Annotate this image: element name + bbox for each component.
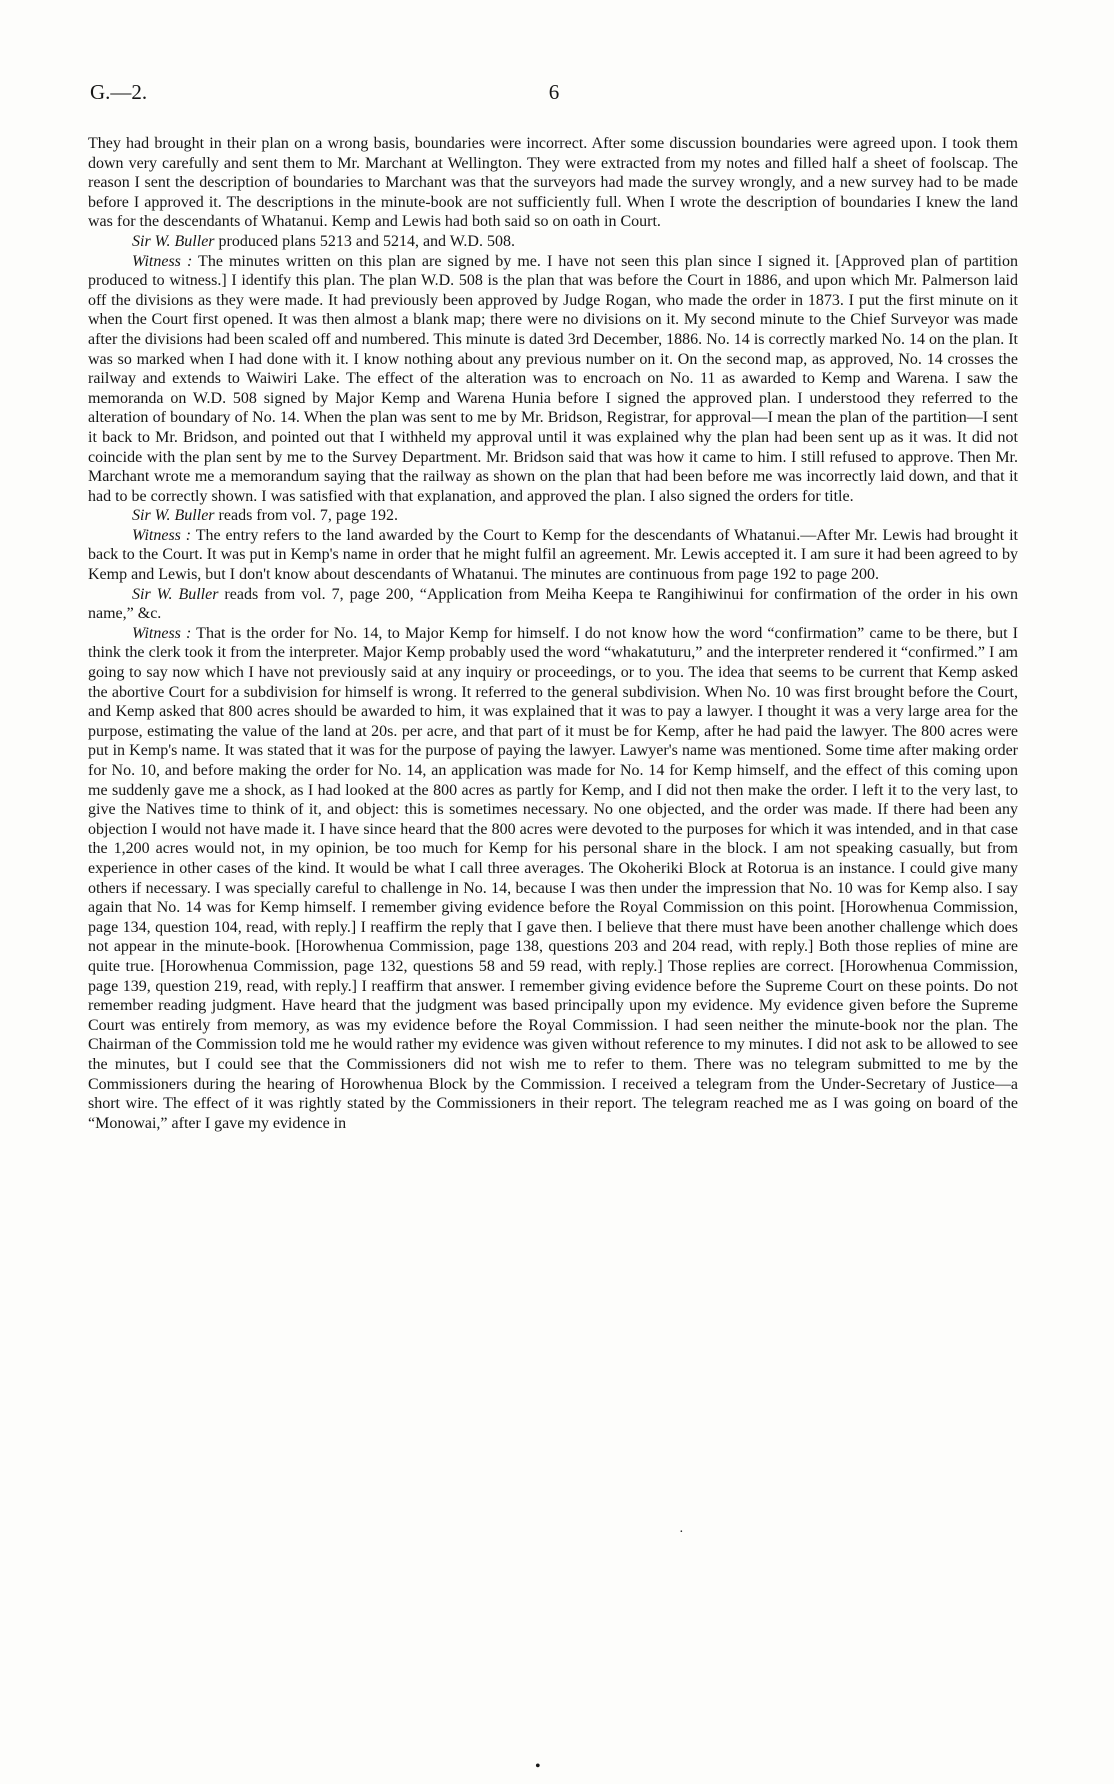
speaker-label: Sir W. Buller (132, 232, 215, 250)
paragraph (88, 585, 1018, 624)
speaker-label: Sir W. Buller (132, 507, 215, 525)
paragraph (88, 134, 1018, 232)
document-reference: G.—2. (90, 80, 148, 104)
paragraph-text: They had brought in their plan on a wrong basis, boundaries were incorrect. After some discussion boundaries were agreed upon. I took them down very carefully and sent them to Mr. Marchant at Wellington. They were extracted from my notes and filled half a sheet of foolscap. The reason I sent the description of boundaries to Marchant was that the surveyors had made the survey wrongly, and a new survey had to be made before I approved it. The descriptions in the minute-book are not sufficiently full. When I wrote the description of boundaries I knew the land was for the descendants of Whatanui. Kemp and Lewis had both said so on oath in Court. (88, 135, 1018, 231)
page-number: 6 (548, 80, 560, 104)
margin-mark: · (679, 1525, 684, 1540)
paragraph (88, 624, 1018, 1133)
document-body (88, 134, 1018, 1133)
paragraph (88, 526, 1018, 585)
paragraph-text: The minutes written on this plan are signed by me. I have not seen this plan since I signed it. [Approved plan of partition produced to witness.] I identify this plan. The plan W.D. 508 is the plan that was before the Court in 1886, and upon which Mr. Palmerson laid off the divisions as they were made. It had previously been approved by Judge Rogan, who made the order in 1873. I put the first minute on it when the Court first opened. It was then almost a blank map; there were no divisions on it. My second minute to the Chief Surveyor was made after the divisions had been scaled off and numbered. This minute is dated 3rd December, 1886. No. 14 is correctly marked No. 14 on the plan. It was so marked when I had done with it. I know nothing about any previous number on it. On the second map, as approved, No. 14 crosses the railway and extends to Waiwiri Lake. The effect of the alteration was to encroach on No. 11 as awarded to Kemp and Warena. I saw the memoranda on W.D. 508 signed by Major Kemp and Warena Hunia before I signed the approved plan. I understood they referred to the alteration of boundary of No. 14. When the plan was sent to me by Mr. Bridson, Registrar, for approval—I mean the plan of the partition—I sent it back to Mr. Bridson, and pointed out that I withheld my approval until it was explained why the plan had been sent up as it was. It did not coincide with the plan sent by me to the Survey Department. Mr. Bridson said that was how it came to him. I still refused to approve. Then Mr. Marchant wrote me a memorandum saying that the railway as shown on the plan that had been before me was incorrectly laid down, and that it had to be correctly shown. I was satisfied with that explanation, and approved the plan. I also signed the orders for title. (88, 252, 1018, 505)
paragraph-text: reads from vol. 7, page 200, “Application from Meiha Keepa te Rangihiwinui for confirmation of the order in his own name,” &c. (88, 585, 1018, 623)
paragraph (88, 232, 1018, 252)
speaker-label: Witness : (132, 252, 193, 270)
speaker-label: Witness : (132, 624, 192, 642)
bottom-mark: • (535, 1758, 541, 1775)
speaker-label: Witness : (132, 526, 192, 544)
paragraph-text: That is the order for No. 14, to Major Kemp for himself. I do not know how the word “confirmation” came to be there, but I think the clerk took it from the interpreter. Major Kemp probably used the word “whakatuturu,” and the interpreter rendered it “confirmed.” I am going to say now which I have not previously said at any inquiry or proceedings, or to you. The idea that seems to be current that Kemp asked the abortive Court for a subdivision for himself is wrong. It referred to the general subdivision. When No. 10 was first brought before the Court, and Kemp asked that 800 acres should be awarded to him, it was explained that it was to pay a lawyer. I thought it was a very large area for the purpose, estimating the value of the land at 20s. per acre, and that part of it must be for Kemp, after he had paid the lawyer. The 800 acres were put in Kemp's name. It was stated that it was for the purpose of paying the lawyer. Lawyer's name was mentioned. Some time after making order for No. 10, and before making the order for No. 14, an application was made for No. 14 for Kemp himself, and the effect of this coming upon me suddenly gave me a shock, as I had looked at the 800 acres as partly for Kemp, and I did not then make the order. I left it to the very last, to give the Natives time to think of it, and object: this is sometimes necessary. No one objected, and the order was made. If there had been any objection I would not have made it. I have since heard that the 800 acres were devoted to the purposes for which it was intended, and in that case the 1,200 acres would not, in my opinion, be too much for Kemp for his personal share in the block. I am not speaking casually, but from experience in other cases of the kind. It would be what I call three averages. The Okoheriki Block at Rotorua is an instance. I could give many others if necessary. I was specially careful to challenge in No. 14, because I was then under the impression that No. 10 was for Kemp also. I say again that No. 14 was for Kemp himself. I remember giving evidence before the Royal Commission on this point. [Horowhenua Commission, page 134, question 104, read, with reply.] I reaffirm the reply that I gave then. I believe that there must have been another challenge which does not appear in the minute-book. [Horowhenua Commission, page 138, questions 203 and 204 read, with reply.] Both those replies of mine are quite true. [Horowhenua Commission, page 132, questions 58 and 59 read, with reply.] Those replies are correct. [Horowhenua Commission, page 139, question 219, read, with reply.] I reaffirm that answer. I remember giving evidence before the Supreme Court on these points. Do not remember reading judgment. Have heard that the judgment was based principally upon my evidence. My evidence given before the Supreme Court was entirely from memory, as was my evidence before the Royal Commission. I had seen neither the minute-book nor the plan. The Chairman of the Commission told me he would rather my evidence was given without reference to my minutes. I did not ask to be allowed to see the minutes, but I could see that the Commissioners did not wish me to refer to them. There was no telegram submitted to me by the Commissioners during the hearing of Horowhenua Block by the Commission. I received a telegram from the Under-Secretary of Justice—a short wire. The effect of it was rightly stated by the Commissioners in their report. The telegram reached me as I was going on board of the “Monowai,” after I gave my evidence in (88, 624, 1019, 1132)
speaker-label: Sir W. Buller (132, 585, 219, 603)
paragraph (88, 506, 1018, 526)
paragraph-text: produced plans 5213 and 5214, and W.D. 508. (218, 232, 515, 250)
page-header (90, 80, 1018, 110)
paragraph-text: reads from vol. 7, page 192. (218, 507, 399, 525)
paragraph-text: The entry refers to the land awarded by the Court to Kemp for the descendants of Whatanui.—After Mr. Lewis had brought it back to the Court. It was put in Kemp's name in order that he might fulfil an agreement. Mr. Lewis accepted it. I am sure it had been agreed to by Kemp and Lewis, but I don't know about descendants of Whatanui. The minutes are continuous from page 192 to page 200. (88, 526, 1019, 584)
paragraph (88, 252, 1018, 507)
